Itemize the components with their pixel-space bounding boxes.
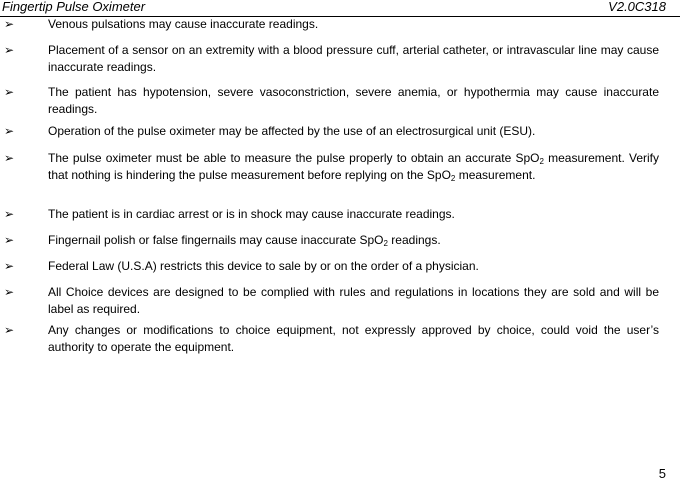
warning-text: Operation of the pulse oximeter may be affected by the use of an electrosurgical unit (ESU). [48,124,536,138]
arrow-bullet-icon: ➢ [4,323,15,337]
warning-text: Placement of a sensor on an extremity with a blood pressure cuff, arterial catheter, or intravascular line may cause inaccurate readings. [48,43,659,74]
page-header [0,0,680,17]
arrow-bullet-icon: ➢ [4,207,15,221]
warning-text: Federal Law (U.S.A) restricts this device to sale by or on the order of a physician. [48,259,479,273]
warning-text: The patient is in cardiac arrest or is in shock may cause inaccurate readings. [48,207,455,221]
arrow-bullet-icon: ➢ [4,124,15,138]
document-version: V2.0C318 [608,0,666,14]
arrow-bullet-icon: ➢ [4,43,15,57]
warning-text: All Choice devices are designed to be complied with rules and regulations in locations they are sold and will be label as required. [48,285,659,316]
warning-text: The patient has hypotension, severe vasoconstriction, severe anemia, or hypothermia may cause inaccurate readings. [48,85,659,116]
arrow-bullet-icon: ➢ [4,259,15,273]
arrow-bullet-icon: ➢ [4,151,15,165]
warning-text: Any changes or modifications to choice equipment, not expressly approved by choice, could void the user’s authority to operate the equipment. [48,323,659,354]
arrow-bullet-icon: ➢ [4,17,15,31]
arrow-bullet-icon: ➢ [4,285,15,299]
warning-text: Venous pulsations may cause inaccurate readings. [48,17,319,31]
page-number: 5 [658,466,666,481]
warning-text: Fingernail polish or false fingernails may cause inaccurate SpO$_2$ readings. [48,233,441,248]
arrow-bullet-icon: ➢ [4,85,15,99]
arrow-bullet-icon: ➢ [4,233,15,247]
document-title: Fingertip Pulse Oximeter [2,0,146,14]
warning-text: The pulse oximeter must be able to measure the pulse properly to obtain an accurate SpO$_2$ measurement. Verify that nothing is hindering the pulse measurement before replying on the SpO$_2$ measurement. [48,151,659,183]
